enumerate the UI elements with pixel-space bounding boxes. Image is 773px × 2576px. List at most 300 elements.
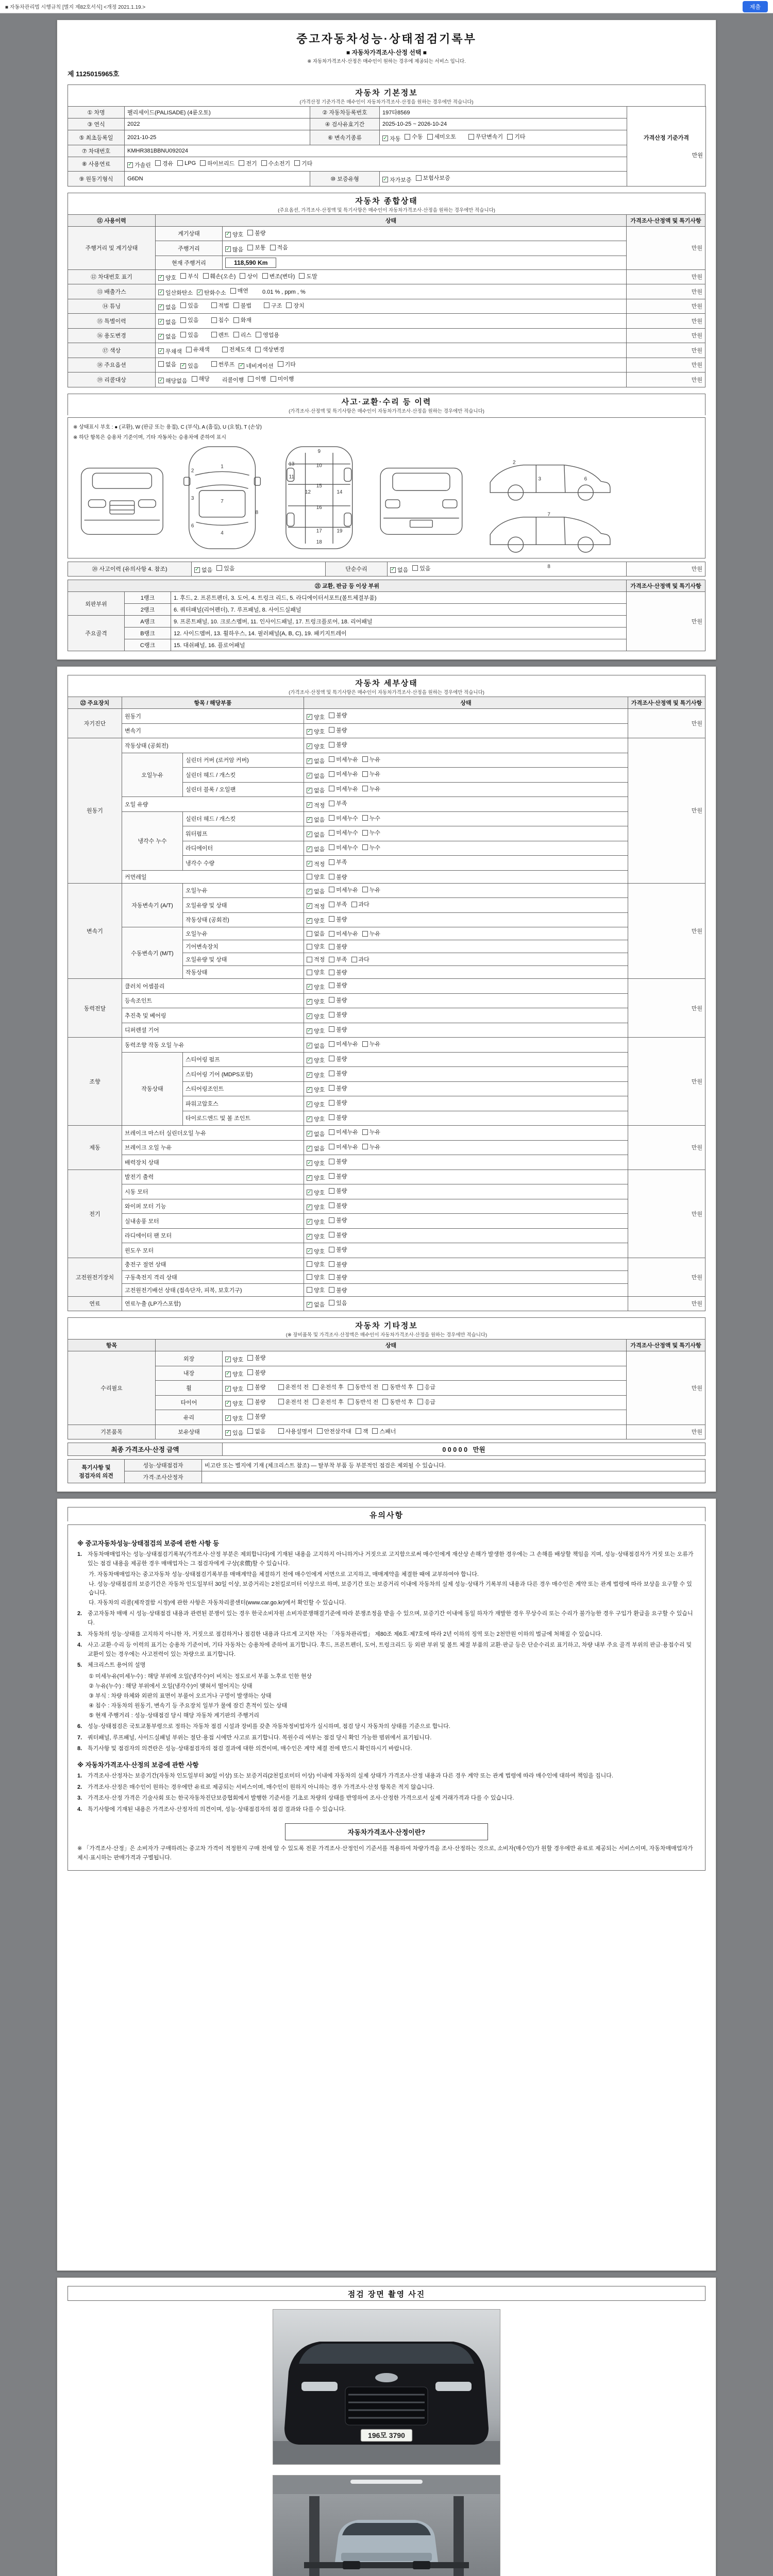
- checkbox-label: 네비게이션: [246, 363, 274, 369]
- checkbox-checked[interactable]: [307, 1042, 325, 1050]
- checkbox-unchecked[interactable]: [412, 564, 430, 572]
- part-state: [304, 1023, 628, 1038]
- checkbox-checked[interactable]: [194, 566, 212, 574]
- checkbox-checked[interactable]: [307, 1027, 325, 1035]
- checkbox-checked[interactable]: [307, 1232, 325, 1241]
- option-group: [307, 955, 374, 964]
- checkbox-label: 상이: [247, 273, 258, 280]
- checkbox-empty-icon: [313, 1384, 318, 1390]
- sub-item-label: 수동변속기 (M/T): [122, 927, 183, 979]
- checkbox-unchecked[interactable]: [372, 1427, 396, 1435]
- device-label: 고전원전기장치: [68, 1258, 122, 1296]
- checkbox-unchecked[interactable]: [329, 955, 347, 963]
- checkbox-checked[interactable]: [307, 1130, 325, 1138]
- table-row: [68, 145, 706, 157]
- checkbox-empty-icon: [329, 931, 334, 937]
- checkbox-empty-icon: [329, 844, 334, 850]
- option-group: [307, 1127, 384, 1139]
- checkbox-unchecked[interactable]: [329, 1084, 347, 1092]
- checkbox-checked[interactable]: [307, 902, 325, 910]
- checkbox-checked-icon: ✓: [307, 831, 312, 837]
- checkbox-checked[interactable]: [158, 289, 193, 297]
- checkbox-unchecked[interactable]: [362, 770, 380, 778]
- checkbox-checked[interactable]: [225, 1355, 243, 1364]
- checkbox-unchecked[interactable]: [307, 929, 325, 938]
- checkbox-unchecked[interactable]: [247, 229, 265, 237]
- checkbox-checked[interactable]: [180, 362, 198, 370]
- rank-label: 1랭크: [125, 592, 171, 604]
- checkbox-unchecked[interactable]: [247, 1353, 265, 1362]
- checkbox-unchecked[interactable]: [240, 272, 258, 280]
- diagram-part-number: 9: [317, 448, 321, 454]
- checkbox-unchecked[interactable]: [180, 301, 198, 310]
- checkbox-unchecked[interactable]: [329, 981, 347, 989]
- checkbox-unchecked[interactable]: [278, 360, 296, 368]
- checkbox-label: 불량: [255, 1384, 266, 1391]
- item-label: 주행거리: [156, 241, 223, 256]
- checkbox-unchecked[interactable]: [329, 828, 358, 837]
- checkbox-empty-icon: [329, 1202, 334, 1208]
- checkbox-unchecked[interactable]: [362, 886, 380, 894]
- checkbox-label: 불량: [336, 982, 347, 989]
- checkbox-unchecked[interactable]: [247, 243, 265, 251]
- checkbox-unchecked[interactable]: [329, 1273, 347, 1281]
- option-group: [307, 1098, 351, 1109]
- checkbox-unchecked[interactable]: [329, 1172, 347, 1180]
- checkbox-unchecked[interactable]: [329, 1245, 347, 1253]
- checkbox-unchecked[interactable]: [417, 1383, 435, 1391]
- checkbox-unchecked[interactable]: [192, 375, 210, 383]
- checkbox-unchecked[interactable]: [329, 1128, 358, 1136]
- checkbox-unchecked[interactable]: [362, 1128, 380, 1136]
- checkbox-label: 누유: [369, 771, 381, 777]
- checkbox-unchecked[interactable]: [329, 740, 347, 749]
- checkbox-unchecked[interactable]: [329, 1299, 347, 1307]
- engine-label: ⑨ 원동기형식: [68, 172, 125, 187]
- checkbox-unchecked[interactable]: [307, 1286, 325, 1294]
- checkbox-unchecked[interactable]: [211, 331, 229, 339]
- notice-item: [77, 1641, 696, 1659]
- checkbox-unchecked[interactable]: [256, 331, 279, 339]
- detail-row: [68, 1243, 705, 1258]
- checkbox-label: 불량: [336, 1012, 347, 1018]
- checkbox-unchecked[interactable]: [329, 1069, 347, 1077]
- notice-sub-item: 다. 자동차의 리콜(제작결함 시정)에 관한 사항은 자동차리콜센터(www.car.go.kr)에서 확인할 수 있습니다.: [89, 1600, 346, 1606]
- checkbox-unchecked[interactable]: [329, 1286, 347, 1294]
- checkbox-label: 양호: [232, 232, 244, 238]
- checkbox-unchecked[interactable]: [307, 968, 325, 976]
- checkbox-empty-icon: [155, 160, 161, 166]
- checkbox-checked[interactable]: [307, 1100, 325, 1109]
- checkbox-label: 양호: [314, 1072, 325, 1079]
- checkbox-empty-icon: [271, 376, 276, 382]
- checkbox-unchecked[interactable]: [329, 900, 347, 908]
- checkbox-empty-icon: [329, 1100, 334, 1106]
- checkbox-checked[interactable]: [307, 887, 325, 895]
- checkbox-checked[interactable]: [307, 845, 325, 853]
- checkbox-checked[interactable]: [225, 230, 243, 239]
- page-4: [57, 2277, 716, 2576]
- checkbox-unchecked[interactable]: [307, 873, 325, 881]
- checkbox-unchecked[interactable]: [286, 301, 304, 310]
- checkbox-unchecked[interactable]: [329, 1040, 358, 1048]
- checkbox-empty-icon: [186, 347, 192, 352]
- checkbox-unchecked[interactable]: [427, 132, 457, 141]
- checkbox-unchecked[interactable]: [180, 331, 198, 339]
- checkbox-checked[interactable]: [307, 772, 325, 780]
- checkbox-label: 기타: [514, 134, 526, 140]
- checkbox-unchecked[interactable]: [180, 316, 198, 324]
- checkbox-unchecked[interactable]: [329, 886, 358, 894]
- checkbox-label: 부족: [336, 801, 347, 807]
- checkbox-unchecked[interactable]: [247, 1383, 265, 1391]
- checkbox-unchecked[interactable]: [329, 1113, 347, 1122]
- checkbox-label: 가솔린: [135, 162, 151, 168]
- checkbox-unchecked[interactable]: [247, 1427, 265, 1435]
- checkbox-label: 불량: [336, 970, 347, 976]
- item-state: [223, 1381, 627, 1396]
- checkbox-checked[interactable]: [390, 566, 408, 574]
- checkbox-checked[interactable]: [225, 1385, 243, 1393]
- item-state: [223, 1425, 627, 1439]
- checkbox-empty-icon: [307, 1274, 312, 1280]
- checkbox-unchecked[interactable]: [329, 968, 347, 976]
- checkbox-unchecked[interactable]: [329, 799, 347, 807]
- table-row: [68, 1351, 705, 1366]
- checkbox-unchecked[interactable]: [247, 1398, 265, 1406]
- checkbox-checked[interactable]: [307, 742, 325, 751]
- option-group: [307, 942, 351, 951]
- opinion-role: 성능·상태점검자: [125, 1460, 202, 1471]
- checkbox-checked[interactable]: [307, 1300, 325, 1309]
- part-label: 변속기: [122, 723, 304, 738]
- checkbox-label: 양호: [232, 1415, 244, 1422]
- checkbox-unchecked[interactable]: [158, 360, 176, 368]
- checkbox-checked[interactable]: [158, 377, 188, 385]
- checkbox-empty-icon: [382, 1384, 388, 1390]
- checkbox-unchecked[interactable]: [261, 159, 291, 167]
- checkbox-unchecked[interactable]: [362, 755, 380, 764]
- checkbox-checked[interactable]: [307, 757, 325, 765]
- checkbox-checked-icon: ✓: [226, 1356, 230, 1362]
- checkbox-unchecked[interactable]: [329, 1216, 347, 1224]
- checkbox-checked-icon: ✓: [383, 135, 388, 141]
- checkbox-checked[interactable]: [239, 362, 273, 370]
- part-label: 배력장치 상태: [122, 1155, 304, 1170]
- option-group: [158, 330, 203, 342]
- checkbox-unchecked[interactable]: [247, 1368, 265, 1377]
- checkbox-empty-icon: [278, 1399, 284, 1404]
- checkbox-label: 적정: [314, 957, 325, 963]
- checkbox-checked[interactable]: [307, 1159, 325, 1167]
- checkbox-checked[interactable]: [307, 801, 325, 809]
- checkbox-unchecked[interactable]: [299, 272, 317, 280]
- checkbox-unchecked[interactable]: [307, 1273, 325, 1281]
- checkbox-unchecked[interactable]: [177, 160, 196, 166]
- detail-state-table: [68, 697, 705, 1311]
- checkbox-unchecked[interactable]: [356, 1427, 368, 1435]
- checkbox-checked[interactable]: [225, 1429, 243, 1437]
- checkbox-unchecked[interactable]: [329, 1098, 347, 1107]
- checkbox-unchecked[interactable]: [329, 929, 358, 938]
- checkbox-unchecked[interactable]: [313, 1398, 344, 1406]
- checkbox-checked[interactable]: [307, 713, 325, 721]
- checkbox-unchecked[interactable]: [329, 755, 358, 764]
- checkbox-unchecked[interactable]: [294, 159, 312, 167]
- checkbox-unchecked[interactable]: [307, 955, 325, 963]
- part-label: 오일 유량: [122, 797, 304, 812]
- diagram-part-number: 19: [337, 528, 343, 534]
- checkbox-checked[interactable]: [158, 347, 182, 355]
- checkbox-checked[interactable]: [158, 318, 176, 326]
- checkbox-checked[interactable]: [382, 176, 412, 184]
- checkbox-unchecked[interactable]: [329, 843, 358, 852]
- checkbox-unchecked[interactable]: [351, 900, 369, 908]
- checkbox-unchecked[interactable]: [351, 955, 369, 963]
- passenger-car-legend: ※ 하단 항목은 승용차 기준이며, 기타 자동차는 승용차에 준하여 표시: [73, 434, 226, 440]
- checkbox-unchecked[interactable]: [155, 159, 173, 167]
- checkbox-unchecked[interactable]: [313, 1383, 344, 1391]
- checkbox-empty-icon: [329, 786, 334, 791]
- checkbox-empty-icon: [247, 1399, 253, 1404]
- checkbox-label: 양호: [314, 1087, 325, 1093]
- checkbox-checked-icon: ✓: [391, 567, 395, 572]
- checkbox-checked[interactable]: [307, 1218, 325, 1226]
- checkbox-checked[interactable]: [225, 245, 243, 253]
- checkbox-checked[interactable]: [127, 161, 151, 169]
- checkbox-checked[interactable]: [307, 786, 325, 794]
- checkbox-checked[interactable]: [307, 831, 325, 839]
- checkbox-unchecked[interactable]: [317, 1427, 351, 1435]
- checkbox-checked-icon: ✓: [307, 1175, 312, 1180]
- checkbox-checked[interactable]: [307, 1174, 325, 1182]
- detail-row: [68, 1296, 705, 1311]
- lift-photo-illustration: [273, 2476, 500, 2576]
- checkbox-label: 불량: [336, 1232, 347, 1239]
- final-price-row: [68, 1443, 705, 1456]
- part-state: [304, 826, 628, 841]
- checkbox-unchecked[interactable]: [247, 1412, 265, 1420]
- checkbox-unchecked[interactable]: [278, 1427, 313, 1435]
- option-group: [307, 1186, 351, 1197]
- checkbox-unchecked[interactable]: [233, 301, 251, 310]
- checkbox-unchecked[interactable]: [329, 1055, 347, 1063]
- checkbox-unchecked[interactable]: [233, 331, 251, 339]
- checkbox-unchecked[interactable]: [278, 1398, 309, 1406]
- checkbox-unchecked[interactable]: [180, 272, 198, 280]
- option-group: [158, 374, 214, 385]
- checkbox-unchecked[interactable]: [507, 132, 525, 141]
- checkbox-unchecked[interactable]: [405, 132, 423, 141]
- checkbox-checked[interactable]: [307, 1086, 325, 1094]
- checkbox-unchecked[interactable]: [307, 942, 325, 951]
- checkbox-unchecked[interactable]: [348, 1383, 379, 1391]
- checkbox-unchecked[interactable]: [211, 360, 235, 368]
- checkbox-unchecked[interactable]: [329, 1025, 347, 1033]
- checkbox-checked[interactable]: [307, 1144, 325, 1153]
- checkbox-unchecked[interactable]: [329, 1143, 358, 1151]
- checkbox-checked[interactable]: [225, 1399, 243, 1408]
- option-group: [307, 1201, 351, 1212]
- checkbox-checked[interactable]: [382, 134, 400, 143]
- checkbox-empty-icon: [278, 1428, 284, 1434]
- checkbox-unchecked[interactable]: [362, 843, 380, 852]
- checkbox-unchecked[interactable]: [329, 770, 358, 778]
- checkbox-unchecked[interactable]: [329, 1010, 347, 1019]
- item-label: 휠: [156, 1381, 223, 1396]
- checkbox-label: 해당없음: [165, 378, 188, 384]
- checkbox-unchecked[interactable]: [239, 159, 257, 167]
- checkbox-checked[interactable]: [307, 1247, 325, 1256]
- checkbox-empty-icon: [177, 160, 183, 166]
- checkbox-empty-icon: [329, 957, 334, 962]
- part-state: [304, 883, 628, 898]
- option-group: [225, 243, 292, 254]
- checkbox-checked[interactable]: [307, 1071, 325, 1079]
- checkbox-checked-icon: ✓: [195, 567, 199, 572]
- checkbox-empty-icon: [417, 1399, 423, 1404]
- checkbox-checked[interactable]: [197, 289, 226, 297]
- checkbox-unchecked[interactable]: [278, 1383, 309, 1391]
- option-group: [158, 301, 203, 312]
- checkbox-checked[interactable]: [307, 997, 325, 1006]
- item-state: [223, 1351, 627, 1366]
- checkbox-label: 양호: [314, 1219, 325, 1226]
- checkbox-unchecked[interactable]: [468, 132, 503, 141]
- part-state: [304, 898, 628, 913]
- checkbox-empty-icon: [362, 1129, 368, 1135]
- base-price-label: 가격산정 기준가격: [643, 134, 690, 141]
- checkbox-unchecked[interactable]: [362, 814, 380, 822]
- checkbox-unchecked[interactable]: [329, 1231, 347, 1239]
- notice-text: 사고·교환·수리 등 이력의 표기는 승용차 기준이며, 기타 자동차는 승용차에 준하여 표기합니다. 후드, 프론트펜더, 도어, 트렁크리드 등 외판 부위 및 볼트 체결 부품의 교환·판금 등은 단순수리로 표기하고, 차량 내부 주요 골격 부위의 판금·용접수리 및 교환이 있는 경우에는 사고전력이 있는 차량으로 표기합니다.: [88, 1642, 692, 1657]
- checkbox-unchecked[interactable]: [329, 726, 347, 734]
- checkbox-empty-icon: [230, 288, 236, 294]
- checkbox-unchecked[interactable]: [382, 1383, 413, 1391]
- diagram-part-number: 10: [316, 463, 322, 469]
- checkbox-unchecked[interactable]: [348, 1398, 379, 1406]
- checkbox-checked[interactable]: [307, 917, 325, 925]
- checkbox-unchecked[interactable]: [271, 375, 294, 383]
- part-state: [304, 940, 628, 953]
- notice-text: 체크리스트 용어의 설명: [88, 1662, 146, 1669]
- checkbox-checked-icon: ✓: [226, 231, 230, 237]
- checkbox-checked[interactable]: [225, 1414, 243, 1422]
- checkbox-label: 양호: [314, 1028, 325, 1035]
- checkbox-unchecked[interactable]: [264, 301, 282, 310]
- checkbox-empty-icon: [307, 874, 312, 879]
- checkbox-unchecked[interactable]: [329, 1201, 347, 1210]
- photos-title: 점검 장면 촬영 사진: [347, 2290, 426, 2299]
- option-group: [307, 710, 351, 722]
- checkbox-label: 있음: [188, 302, 199, 309]
- checkbox-unchecked[interactable]: [362, 929, 380, 938]
- part-label: 커먼레일: [122, 870, 304, 883]
- checkbox-unchecked[interactable]: [329, 942, 347, 951]
- checkbox-unchecked[interactable]: [329, 711, 347, 719]
- checkbox-unchecked[interactable]: [211, 301, 229, 310]
- price-cell: 만원: [628, 1258, 705, 1296]
- checkbox-unchecked[interactable]: [329, 785, 358, 793]
- checkbox-unchecked[interactable]: [329, 1157, 347, 1165]
- checkbox-unchecked[interactable]: [211, 316, 229, 324]
- checkbox-unchecked[interactable]: [329, 1187, 347, 1195]
- checkbox-unchecked[interactable]: [222, 345, 251, 353]
- checkbox-unchecked[interactable]: [362, 828, 380, 837]
- checkbox-unchecked[interactable]: [329, 1260, 347, 1268]
- checkbox-unchecked[interactable]: [362, 1040, 380, 1048]
- checkbox-unchecked[interactable]: [307, 1260, 325, 1268]
- checkbox-checked[interactable]: [307, 983, 325, 991]
- device-label: 조향: [68, 1038, 122, 1126]
- notice-sub-item: 가. 자동차매매업자는 중고자동차 성능·상태점검기록부를 매매계약을 체결하기 전에 매수인에게 서면으로 고지하고, 매매계약을 체결한 때에 교부하여야 합니다.: [89, 1571, 479, 1578]
- checkbox-checked[interactable]: [158, 332, 176, 341]
- checkbox-label: 미세누유: [336, 1129, 358, 1136]
- checkbox-label: 누유: [369, 1129, 381, 1136]
- transmission-options: [380, 130, 627, 145]
- checkbox-unchecked[interactable]: [329, 915, 347, 923]
- checkbox-empty-icon: [329, 1129, 334, 1135]
- checkbox-label: 없음: [314, 1131, 325, 1138]
- checkbox-unchecked[interactable]: [329, 873, 347, 881]
- checkbox-checked[interactable]: [225, 1370, 243, 1378]
- checkbox-unchecked[interactable]: [233, 316, 251, 324]
- checkbox-checked[interactable]: [307, 860, 325, 868]
- checkbox-checked[interactable]: [158, 303, 176, 311]
- checkbox-checked[interactable]: [307, 727, 325, 736]
- checkbox-checked[interactable]: [307, 1115, 325, 1123]
- first-reg-label: ⑤ 최초등록일: [68, 130, 125, 145]
- checkbox-unchecked[interactable]: [255, 345, 284, 353]
- checkbox-unchecked[interactable]: [417, 1398, 435, 1406]
- checkbox-checked[interactable]: [307, 1012, 325, 1021]
- checkbox-label: 양호: [314, 1234, 325, 1240]
- checkbox-checked[interactable]: [307, 1203, 325, 1211]
- checkbox-unchecked[interactable]: [329, 996, 347, 1004]
- final-price-digits: 0 0 0 0 0: [442, 1446, 468, 1453]
- checkbox-unchecked[interactable]: [416, 174, 450, 182]
- checkbox-checked[interactable]: [307, 1189, 325, 1197]
- checkbox-unchecked[interactable]: [262, 272, 295, 280]
- inspection-photo-front: [273, 2309, 500, 2465]
- checkbox-unchecked[interactable]: [248, 375, 266, 383]
- checkbox-unchecked[interactable]: [203, 272, 236, 280]
- part-state: [304, 1228, 628, 1243]
- checkbox-label: 유채색: [193, 347, 210, 353]
- checkbox-unchecked[interactable]: [362, 1143, 380, 1151]
- checkbox-empty-icon: [307, 957, 312, 962]
- price-cell: 만원: [628, 738, 705, 884]
- submit-button[interactable]: 제출: [743, 1, 768, 12]
- checkbox-unchecked[interactable]: [200, 159, 234, 167]
- checkbox-unchecked[interactable]: [270, 243, 288, 251]
- checkbox-unchecked[interactable]: [186, 345, 210, 353]
- checkbox-unchecked[interactable]: [329, 858, 347, 866]
- checkbox-checked[interactable]: [307, 816, 325, 824]
- notice-heading: ※ 자동차가격조사·산정의 보증에 관한 사항: [77, 1761, 199, 1769]
- checkbox-unchecked[interactable]: [216, 564, 234, 572]
- checkbox-empty-icon: [362, 771, 368, 777]
- checkbox-unchecked[interactable]: [382, 1398, 413, 1406]
- checkbox-unchecked[interactable]: [230, 286, 248, 295]
- checkbox-unchecked[interactable]: [362, 785, 380, 793]
- checkbox-checked[interactable]: [307, 1056, 325, 1064]
- part-label: 오일누유: [183, 883, 304, 898]
- checkbox-label: 양호: [314, 1190, 325, 1196]
- checkbox-checked[interactable]: [158, 274, 176, 282]
- checkbox-unchecked[interactable]: [329, 814, 358, 822]
- checkbox-label: 불량: [336, 944, 347, 950]
